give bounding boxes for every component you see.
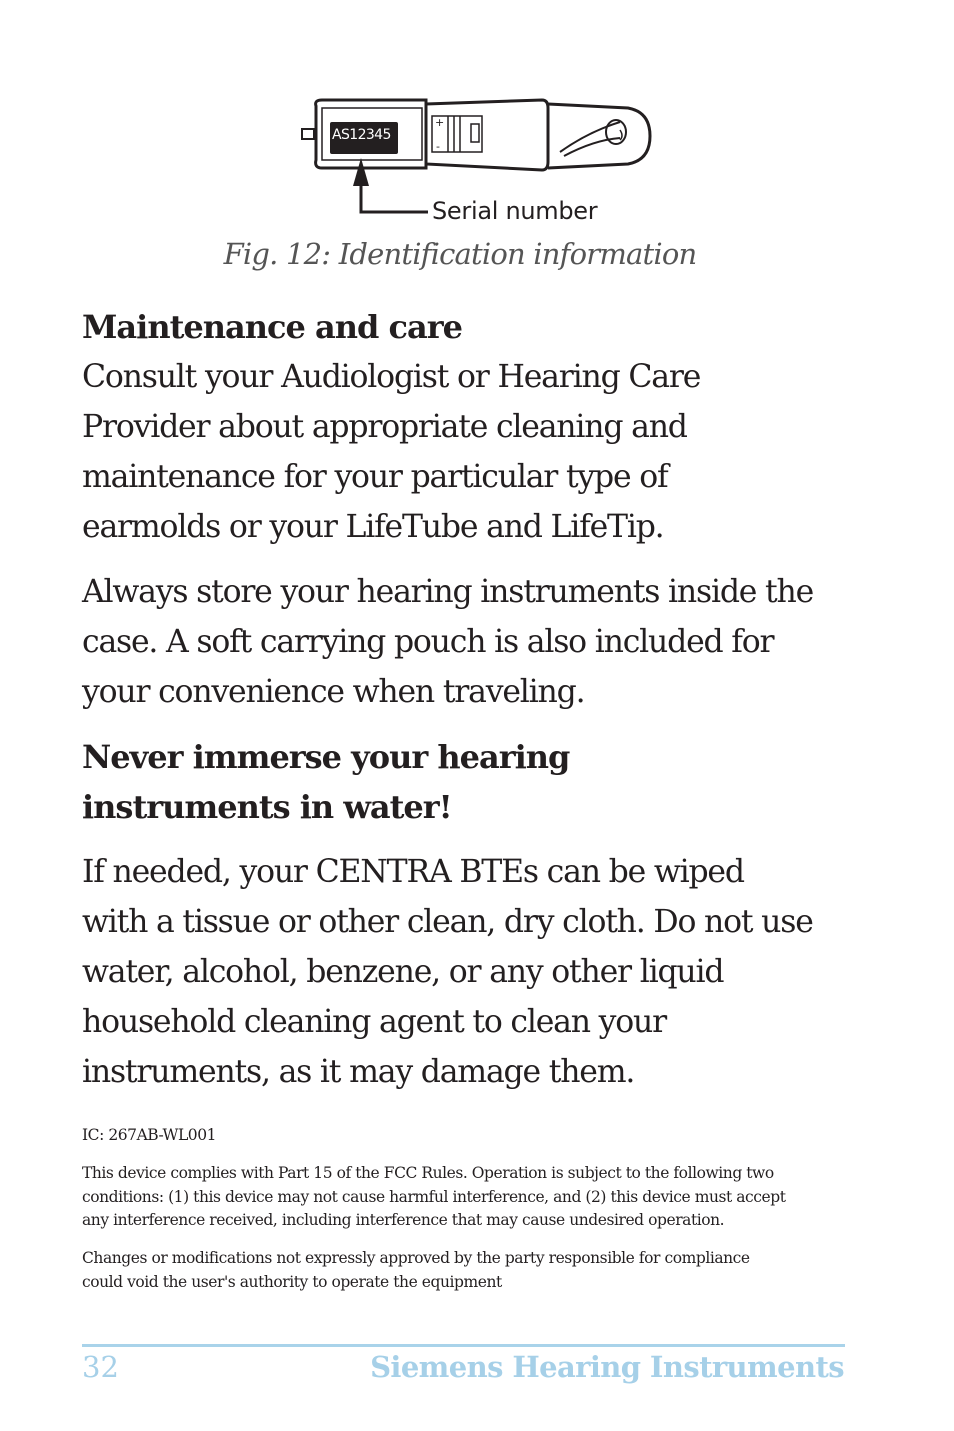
text-line: case. A soft carrying pouch is also included for [82,624,774,660]
maintenance-paragraph [82,352,862,552]
text-line: instruments, as it may damage them. [82,1054,635,1090]
text-line: water, alcohol, benzene, or any other liquid [82,954,724,990]
text-line: maintenance for your particular type of [82,459,668,495]
text-line: earmolds or your LifeTube and LifeTip. [82,509,664,545]
footer-divider [82,1344,845,1347]
serial-arrow-head [353,158,369,186]
figure-caption: Fig. 12: Identification information [223,237,697,271]
text-line: household cleaning agent to clean your [82,1004,666,1040]
text-line: This device complies with Part 15 of the FCC Rules. Operation is subject to the following two [82,1164,774,1182]
text-line: could void the user's authority to operate the equipment [82,1272,502,1291]
text-line: If needed, your CENTRA BTEs can be wiped [82,854,744,890]
svg-text:-: - [436,140,440,153]
text-line: Consult your Audiologist or Hearing Care [82,359,701,395]
svg-text:+: + [435,116,445,129]
cleaning-paragraph [82,847,862,1097]
serial-number-label: Serial number [432,197,598,225]
ear-hook [548,104,650,168]
text-line: your convenience when traveling. [82,674,585,710]
heading-line: Never immerse your hearing [82,738,570,776]
serial-number-tag: AS12345 [332,127,391,143]
heading-line: instruments in water! [82,788,452,826]
fcc-statement [82,1162,842,1233]
footer-brand: Siemens Hearing Instruments [370,1350,844,1384]
serial-leader-line [361,184,428,212]
storage-paragraph [82,567,862,717]
identification-figure [298,94,658,234]
text-line: Always store your hearing instruments inside the [82,574,814,610]
text-line: with a tissue or other clean, dry cloth. Do not use [82,904,813,940]
water-warning-heading [82,732,569,832]
text-line: Provider about appropriate cleaning and [82,409,687,445]
text-line: any interference received, including interference that may cause undesired operation. [82,1211,725,1229]
connector-tab [302,129,314,139]
battery-door [426,100,548,170]
ic-number: IC: 267AB-WL001 [82,1126,217,1144]
text-line: conditions: (1) this device may not cause harmful interference, and (2) this device must accept [82,1187,786,1206]
maintenance-heading: Maintenance and care [82,308,462,346]
text-line: Changes or modifications not expressly approved by the party responsible for compliance [82,1249,750,1267]
page-number: 32 [82,1350,119,1384]
changes-statement [82,1247,842,1294]
